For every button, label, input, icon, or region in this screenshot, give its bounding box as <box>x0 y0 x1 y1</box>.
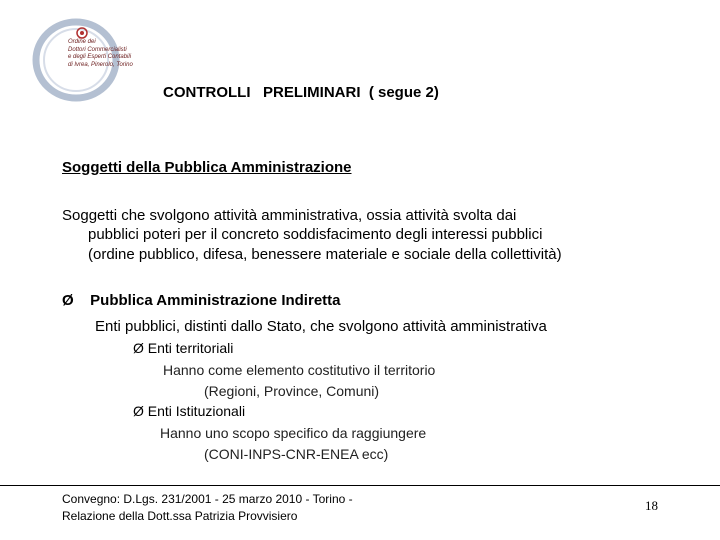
section-heading: Soggetti della Pubblica Amministrazione <box>62 159 352 176</box>
paragraph-line: Soggetti che svolgono attività amministrativa, ossia attività svolta dai <box>62 207 517 224</box>
arrow-bullet-icon: Ø <box>62 292 74 309</box>
logo-line: Ordine dei <box>68 39 96 45</box>
logo-line: di Ivrea, Pinerolo, Torino <box>68 61 133 68</box>
footer-divider <box>0 485 720 486</box>
bullet-main-desc: Enti pubblici, distinti dallo Stato, che svolgono attività amministrativa <box>95 318 547 335</box>
sub-bullet-text: (Regioni, Province, Comuni) <box>204 383 380 399</box>
page-number: 18 <box>645 498 658 513</box>
sub-bullet-text: Hanno come elemento costitutivo il territorio <box>163 362 436 378</box>
arrow-bullet-icon: Ø <box>133 340 144 356</box>
sub-bullet-text: (CONI-INPS-CNR-ENEA ecc) <box>204 446 389 462</box>
logo-line: e degli Esperti Contabili <box>68 54 132 60</box>
slide-title: CONTROLLI PRELIMINARI ( segue 2) <box>163 84 439 101</box>
arrow-bullet-icon: Ø <box>133 403 144 419</box>
sub-bullet <box>133 340 233 356</box>
bullet-main <box>62 292 341 309</box>
paragraph-line: pubblici poteri per il concreto soddisfacimento degli interessi pubblici <box>88 226 543 243</box>
logo-line: Dottori Commercialisti <box>68 46 127 53</box>
footer-line-1: Convegno: D.Lgs. 231/2001 - 25 marzo 2010 - Torino - <box>62 492 353 506</box>
sub-bullet-text: Hanno uno scopo specifico da raggiungere <box>160 425 427 441</box>
bullet-main-label: Pubblica Amministrazione Indiretta <box>90 292 341 309</box>
sub-bullet <box>133 403 245 419</box>
logo <box>30 18 150 106</box>
footer <box>62 491 353 525</box>
footer-line-2: Relazione della Dott.ssa Patrizia Provvisiero <box>62 509 298 523</box>
sub-bullet-label: Enti territoriali <box>147 340 234 356</box>
logo-text <box>68 39 133 69</box>
paragraph-line: (ordine pubblico, difesa, benessere materiale e sociale della collettività) <box>88 246 562 263</box>
sub-bullet-label: Enti Istituzionali <box>147 403 246 419</box>
